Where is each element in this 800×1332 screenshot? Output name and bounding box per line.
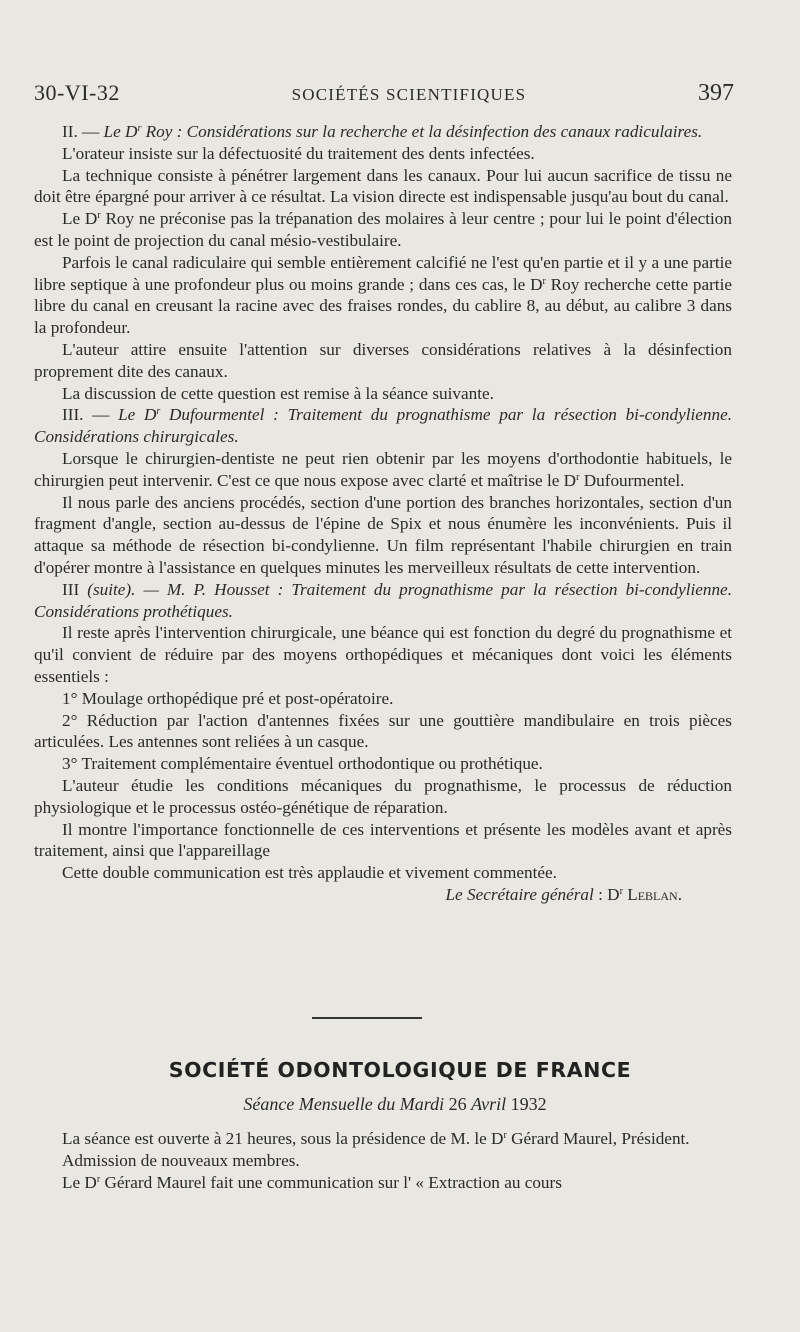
paragraph: La discussion de cette question est remise à la séance suivante. bbox=[62, 383, 494, 403]
paragraph: Parfois le canal radiculaire qui semble entièrement calcifié ne l'est qu'en partie et il y a une partie libre septique à une profondeur plus ou moins grande ; dans ces cas, le $D^r$ Roy recherche cette partie libre du canal en creusant la racine avec des fraises rondes, du cablire 8, au début, au calibre 3 dans la profondeur. bbox=[34, 252, 732, 338]
paragraph: Cette double communication est très applaudie et vivement commentée. bbox=[62, 863, 557, 883]
section-subtitle: Séance Mensuelle du Mardi 26 Avril 1932 bbox=[243, 1094, 547, 1114]
paragraph: Il nous parle des anciens procédés, section d'une portion des branches horizontales, section d'un fragment d'angle, section au-dessus de l'épine de Spix et nous énumère les inconvénients. Puis il attaque sa méthode de résection bi-condylienne. Un film représentant l'habile chirurgien en train d'opérer montre à l'assistance en quelques minutes les merveilleux résultats de cette intervention. bbox=[34, 492, 732, 577]
paragraph: L'auteur attire ensuite l'attention sur diverses considérations relatives à la désinfection proprement dite des canaux. bbox=[34, 339, 732, 381]
paragraph: L'orateur insiste sur la défectuosité du traitement des dents infectées. bbox=[62, 143, 535, 163]
paragraph: Le $D^r$ Gérard Maurel fait une communication sur l' « Extraction au cours bbox=[62, 1172, 562, 1192]
list-item: 1° Moulage orthopédique pré et post-opératoire. bbox=[62, 688, 394, 708]
paragraph: La technique consiste à pénétrer largement dans les canaux. Pour lui aucun sacrifice de tissu ne doit être épargné pour arriver à ce résultat. La vision directe est indispensable jusqu'au bout du canal. bbox=[34, 165, 732, 207]
list-item: 2° Réduction par l'action d'antennes fixées sur une gouttière mandibulaire en trois pièces articulées. Les antennes sont reliées à un casque. bbox=[34, 710, 732, 752]
paragraph: Il reste après l'intervention chirurgicale, une béance qui est fonction du degré du prognathisme et qu'il convient de réduire par des moyens orthopédiques et mécaniques dont voici les éléments essentiels : bbox=[34, 623, 732, 686]
item-2-heading: II. — Le $D^r$ Roy : Considérations sur la recherche et la désinfection des canaux radiculaires. bbox=[62, 122, 703, 141]
paragraph: Lorsque le chirurgien-dentiste ne peut rien obtenir par les moyens d'orthodontie habituels, le chirurgien peut intervenir. C'est ce que nous expose avec clarté et maîtrise le $D^r$ Dufourmentel. bbox=[34, 448, 732, 490]
section-text bbox=[34, 1128, 732, 1193]
list-item: 3° Traitement complémentaire éventuel orthodontique ou prothétique. bbox=[62, 754, 543, 774]
item-3-heading: III. — Le $D^r$ Dufourmentel : Traitement du prognathisme par la résection bi-condylienne. Considérations chirurgicales. bbox=[34, 405, 733, 447]
main-text bbox=[34, 121, 732, 906]
page-header bbox=[34, 80, 734, 107]
paragraph: Il montre l'importance fonctionnelle de ces interventions et présente les modèles avant et après traitement, ainsi que l'appareillage bbox=[34, 819, 732, 861]
running-title: SOCIÉTÉS SCIENTIFIQUES bbox=[291, 85, 527, 104]
item-3-suite-heading: III (suite). — M. P. Housset : Traitement du prognathisme par la résection bi-condylienne. Considérations prothétiques. bbox=[34, 579, 732, 621]
signature: Le Secrétaire général : $D^r$ Leblan. bbox=[445, 884, 682, 904]
paragraph: La séance est ouverte à 21 heures, sous la présidence de M. le $D^r$ Gérard Maurel, Président. bbox=[62, 1129, 690, 1148]
section-title: SOCIÉTÉ ODONTOLOGIQUE DE FRANCE bbox=[168, 1058, 632, 1082]
section-divider bbox=[312, 1017, 422, 1019]
header-date: 30-VI-32 bbox=[34, 80, 120, 105]
page-number: 397 bbox=[697, 80, 734, 106]
paragraph: Admission de nouveaux membres. bbox=[62, 1150, 300, 1170]
paragraph: Le $D^r$ Roy ne préconise pas la trépanation des molaires à leur centre ; pour lui le point d'élection est le point de projection du canal mésio-vestibulaire. bbox=[34, 209, 732, 250]
paragraph: L'auteur étudie les conditions mécaniques du prognathisme, le processus de réduction physiologique et le processus ostéo-génétique de réparation. bbox=[34, 775, 732, 817]
